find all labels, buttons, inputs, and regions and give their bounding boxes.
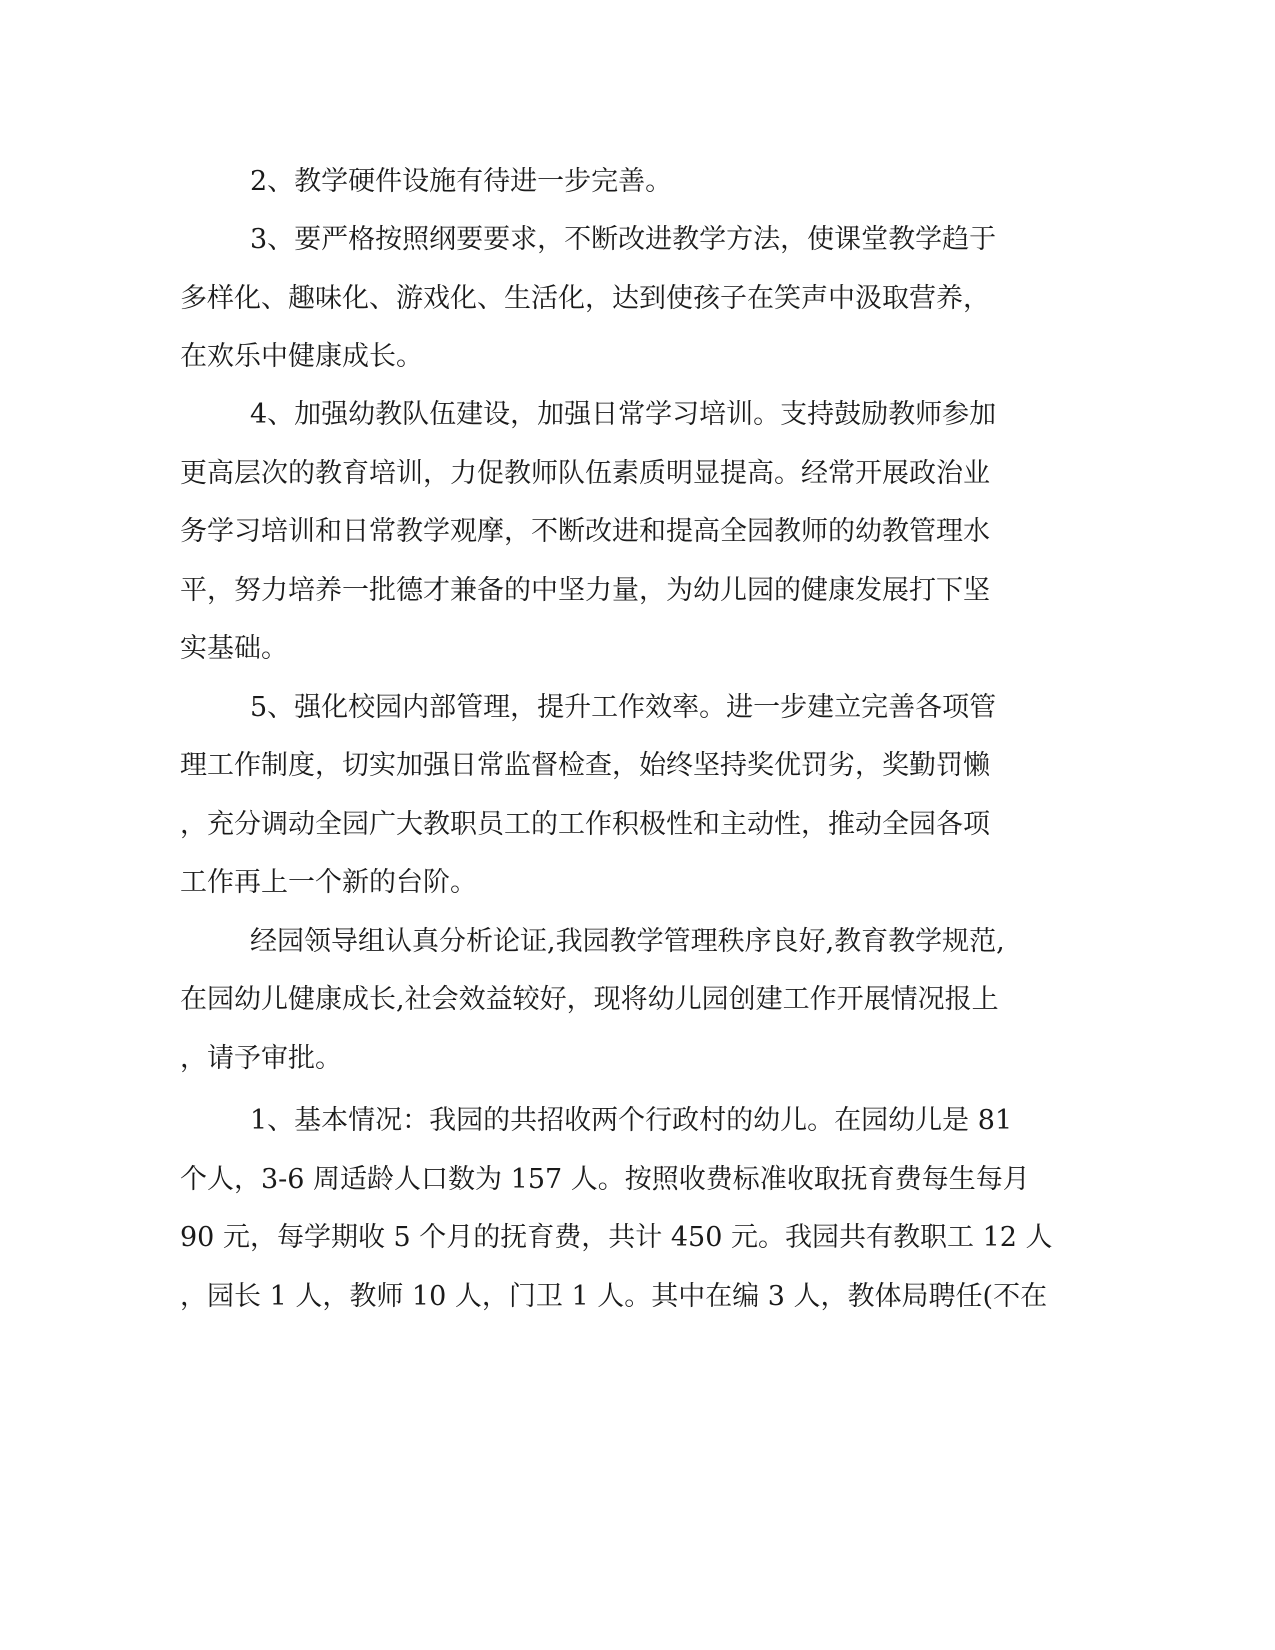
text-line: 3、要严格按照纲要要求，不断改进教学方法，使课堂教学趋于: [250, 224, 997, 255]
text-line: ，充分调动全园广大教职员工的工作积极性和主动性，推动全园各项: [180, 809, 990, 840]
text-line: 2、教学硬件设施有待进一步完善。: [250, 166, 673, 197]
text-line: 5、强化校园内部管理，提升工作效率。进一步建立完善各项管: [250, 692, 997, 723]
text-line: ，请予审批。: [180, 1043, 342, 1074]
text-line: 1、基本情况：我园的共招收两个行政村的幼儿。在园幼儿是 81: [250, 1105, 1013, 1136]
text-line: 务学习培训和日常教学观摩，不断改进和提高全园教师的幼教管理水: [180, 516, 990, 547]
text-line: 理工作制度，切实加强日常监督检查，始终坚持奖优罚劣，奖勤罚懒: [180, 750, 990, 781]
text-line: 更高层次的教育培训，力促教师队伍素质明显提高。经常开展政治业: [180, 458, 990, 489]
text-line: ，园长 1 人，教师 10 人，门卫 1 人。其中在编 3 人，教体局聘任(不在: [180, 1281, 1048, 1312]
text-line: 在园幼儿健康成长,社会效益较好，现将幼儿园创建工作开展情况报上: [180, 984, 999, 1015]
text-line: 90 元，每学期收 5 个月的抚育费，共计 450 元。我园共有教职工 12 人: [180, 1222, 1053, 1253]
text-line: 实基础。: [180, 633, 288, 664]
text-line: 经园领导组认真分析论证,我园教学管理秩序良好,教育教学规范,: [250, 926, 1005, 957]
text-line: 个人，3-6 周适龄人口数为 157 人。按照收费标准收取抚育费每生每月: [180, 1164, 1030, 1195]
text-line: 4、加强幼教队伍建设，加强日常学习培训。支持鼓励教师参加: [250, 399, 997, 430]
text-line: 多样化、趣味化、游戏化、生活化，达到使孩子在笑声中汲取营养，: [180, 283, 990, 314]
text-line: 工作再上一个新的台阶。: [180, 867, 477, 898]
text-line: 平，努力培养一批德才兼备的中坚力量，为幼儿园的健康发展打下坚: [180, 575, 990, 606]
text-line: 在欢乐中健康成长。: [180, 341, 423, 372]
